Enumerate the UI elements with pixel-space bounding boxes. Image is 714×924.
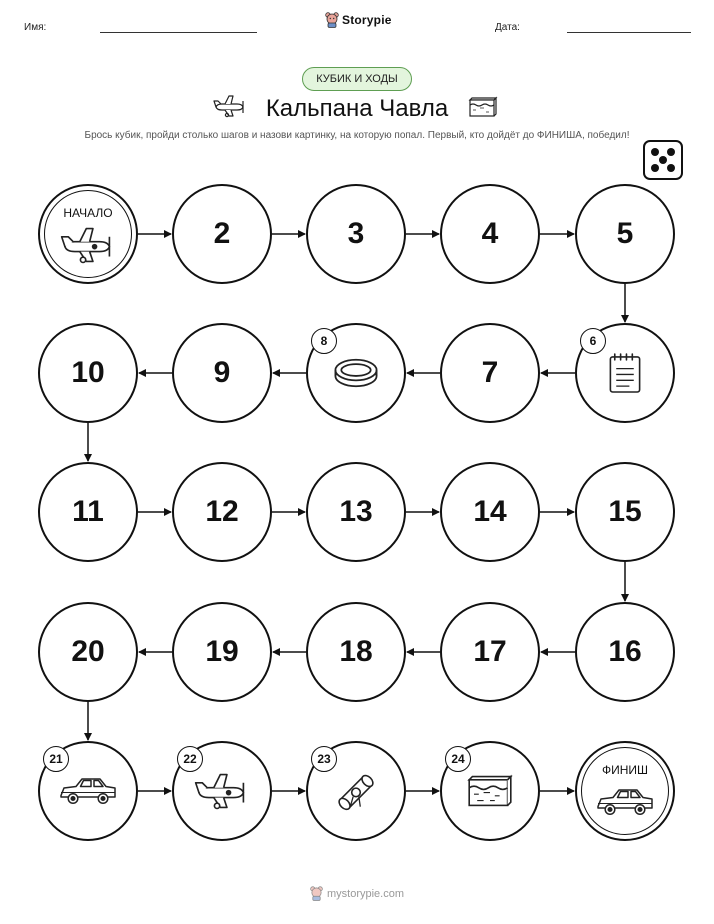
board-cell-18 — [306, 602, 406, 702]
page-title: Кальпана Чавла — [265, 95, 449, 122]
board-cell-5 — [575, 184, 675, 284]
cell-number: 7 — [481, 356, 499, 389]
cell-number: 3 — [347, 217, 365, 250]
board-cell-19 — [172, 602, 272, 702]
cell-number-tag: 8 — [311, 328, 337, 354]
airplane-icon — [194, 771, 250, 811]
car-icon — [58, 774, 118, 808]
board-cell-3 — [306, 184, 406, 284]
notepad-icon — [606, 351, 644, 395]
aquarium-icon — [466, 773, 514, 809]
cell-number: 20 — [71, 635, 105, 668]
cell-number: 11 — [72, 495, 104, 528]
cell-number: 15 — [608, 495, 642, 528]
cell-number: 4 — [481, 217, 499, 250]
cell-number: 16 — [608, 635, 642, 668]
cell-number-tag: 24 — [445, 746, 471, 772]
board-cell-12 — [172, 462, 272, 562]
cell-number: 18 — [339, 635, 373, 668]
instructions-text: Брось кубик, пройди столько шагов и назови картинку, на которую попал. Первый, кто дойдёт до ФИНИША, победил! — [84, 130, 630, 141]
footer — [0, 886, 714, 901]
board-cell-11 — [38, 462, 138, 562]
airplane-icon — [60, 225, 116, 265]
board-cell-16 — [575, 602, 675, 702]
finish-label: ФИНИШ — [601, 763, 649, 777]
cell-number: 19 — [205, 635, 239, 668]
board-cell-10 — [38, 323, 138, 423]
board-cell-15 — [575, 462, 675, 562]
cell-number: 2 — [213, 217, 231, 250]
board-cell-17 — [440, 602, 540, 702]
start-cell — [38, 184, 138, 284]
cell-number: 14 — [473, 495, 507, 528]
board-cell-9 — [172, 323, 272, 423]
finish-cell — [575, 741, 675, 841]
cell-number: 10 — [71, 356, 105, 389]
board-cell-4 — [440, 184, 540, 284]
ring-icon — [331, 356, 381, 390]
cell-number: 13 — [339, 495, 373, 528]
cell-number-tag: 23 — [311, 746, 337, 772]
cell-number: 17 — [473, 635, 507, 668]
board-cell-20 — [38, 602, 138, 702]
cell-number: 12 — [205, 495, 239, 528]
date-label: Дата: — [495, 22, 520, 33]
bear-logo-icon — [310, 886, 323, 901]
start-label: НАЧАЛО — [63, 206, 113, 220]
cell-number: 5 — [616, 217, 634, 250]
cell-number-tag: 6 — [580, 328, 606, 354]
car-icon — [595, 785, 655, 819]
board-cell-7 — [440, 323, 540, 423]
board-cell-2 — [172, 184, 272, 284]
name-label: Имя: — [24, 22, 47, 33]
board-cell-13 — [306, 462, 406, 562]
cell-number-tag: 22 — [177, 746, 203, 772]
scroll-icon — [334, 771, 378, 811]
game-type-badge: КУБИК И ХОДЫ — [302, 67, 412, 91]
brand-name: Storypie — [342, 13, 392, 27]
cell-number: 9 — [213, 356, 231, 389]
footer-site[interactable]: mystorypie.com — [326, 887, 405, 900]
board-cell-14 — [440, 462, 540, 562]
cell-number-tag: 21 — [43, 746, 69, 772]
